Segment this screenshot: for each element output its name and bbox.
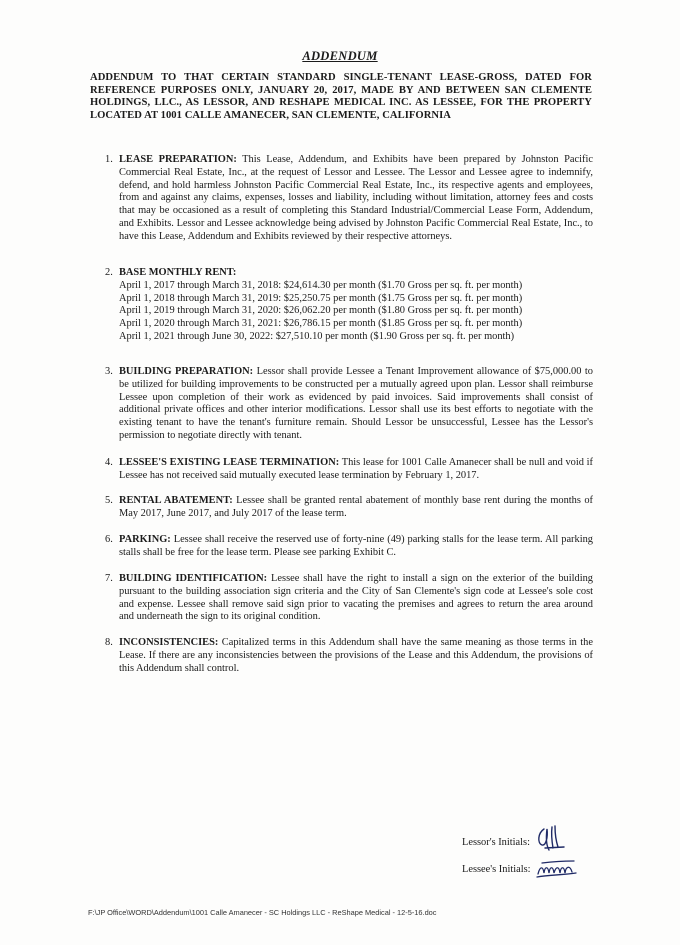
rent-schedule-line: April 1, 2018 through March 31, 2019: $25,250.75 per month ($1.75 Gross per sq. ft. per month): [119, 292, 523, 304]
clause-6: [105, 534, 593, 560]
clause-text: This Lease, Addendum, and Exhibits have been prepared by Johnston Pacific Commercial Real Estate, Inc., at the request of Lessor and Lessee. The Lessor and Lessee agree to indemnify, defend, and hold harmless Johnston Pacific Commercial Real Estate, Inc., its respective agents and employees, from and against any claims, expenses, losses and liability, including without limitation, attorney fees and costs that may be occasioned as a result of completing this Standard Industrial/Commercial Lease Form, Addendum, and Exhibits. Lessor and Lessee acknowledge being advised by Johnston Pacific Commercial Real Estate, Inc., to have this Lease, Addendum and Exhibits reviewed by their respective attorneys.: [119, 154, 593, 242]
lessor-initials-signature: [534, 823, 568, 853]
clause-number: 7.: [105, 573, 113, 584]
clause-label: INCONSISTENCIES:: [119, 637, 219, 648]
clause-label: LEASE PREPARATION:: [119, 154, 237, 165]
clause-label: BUILDING IDENTIFICATION:: [119, 573, 268, 584]
lessee-initials-signature: [536, 858, 578, 880]
clause-text: This lease for 1001 Calle Amanecer shall be null and void if Lessee has not received said mutually executed lease termination by February 1, 2017.: [119, 457, 593, 481]
rent-schedule-line: April 1, 2021 through June 30, 2022: $27,510.10 per month ($1.90 Gross per sq. ft. per month): [119, 330, 515, 342]
rent-schedule-line: April 1, 2019 through March 31, 2020: $26,062.20 per month ($1.80 Gross per sq. ft. per month): [119, 305, 523, 317]
lessee-initials-label: Lessee's Initials:: [462, 864, 531, 875]
file-path-footer: F:\JP Office\WORD\Addendum\1001 Calle Amanecer - SC Holdings LLC - ReShape Medical - 12-5-16.doc: [88, 908, 437, 917]
clause-number: 4.: [105, 457, 113, 468]
clause-label: BUILDING PREPARATION:: [119, 366, 254, 377]
clause-number: 8.: [105, 637, 113, 648]
clause-number: 1.: [105, 154, 113, 165]
rent-schedule-line: April 1, 2017 through March 31, 2018: $24,614.30 per month ($1.70 Gross per sq. ft. per month): [119, 279, 523, 291]
clause-4: [105, 457, 593, 483]
clause-text: Lessee shall have the right to install a sign on the exterior of the building pursuant to the building association sign criteria and the City of San Clemente's sign code at Lessee's sole cost and expense. Lessee shall remove said sign prior to vacating the premises and agrees to return the area around and underneath the sign to its original condition.: [119, 573, 593, 623]
clause-7: [105, 573, 593, 624]
document-title: ADDENDUM: [302, 49, 378, 63]
clause-label: RENTAL ABATEMENT:: [119, 495, 233, 506]
clause-3: [105, 366, 593, 443]
lessor-initials-label: Lessor's Initials:: [462, 837, 530, 848]
clause-text: Capitalized terms in this Addendum shall have the same meaning as those terms in the Lease. If there are any inconsistencies between the provisions of the Lease and this Addendum, the provisions of this Addendum shall control.: [119, 637, 593, 674]
clause-label: PARKING:: [119, 534, 171, 545]
addendum-heading: ADDENDUM TO THAT CERTAIN STANDARD SINGLE-TENANT LEASE-GROSS, DATED FOR REFERENCE PURPOSES ONLY, JANUARY 20, 2017, MADE BY AND BETWEEN SAN CLEMENTE HOLDINGS, LLC., AS LESSOR, AND RESHAPE MEDICAL INC. AS LESSEE, FOR THE PROPERTY LOCATED AT 1001 CALLE AMANECER, SAN CLEMENTE, CALIFORNIA: [90, 72, 592, 121]
clause-number: 3.: [105, 366, 113, 377]
clause-text: Lessee shall be granted rental abatement of monthly base rent during the months of May 2017, June 2017, and July 2017 of the lease term.: [119, 495, 594, 519]
clause-number: 2.: [105, 267, 113, 278]
clause-text: Lessee shall receive the reserved use of forty-nine (49) parking stalls for the lease term. All parking stalls shall be free for the lease term. Please see parking Exhibit C.: [119, 534, 593, 558]
clause-1: [105, 154, 593, 244]
clause-number: 5.: [105, 495, 113, 506]
clause-8: [105, 637, 593, 675]
rent-schedule-line: April 1, 2020 through March 31, 2021: $26,786.15 per month ($1.85 Gross per sq. ft. per month): [119, 318, 523, 330]
clause-label: BASE MONTHLY RENT:: [119, 267, 237, 278]
clause-2: [105, 267, 593, 344]
clause-label: LESSEE'S EXISTING LEASE TERMINATION:: [119, 457, 340, 468]
clause-text: Lessor shall provide Lessee a Tenant Improvement allowance of $75,000.00 to be utilized for building improvements to be constructed per a mutually agreed upon plan. Lessor shall reimburse Lessee upon completion of their work as evidenced by paid invoices. Said improvements shall consist of additional private offices and other interior modifications. Lessor shall use its best efforts to negotiate with the existing tenant to have the tenant's furniture remain. Should Lessor be unsuccessful, Lessee has the Lessor's permission to negotiate directly with tenant.: [119, 366, 593, 441]
clause-number: 6.: [105, 534, 113, 545]
clause-5: [105, 495, 593, 521]
